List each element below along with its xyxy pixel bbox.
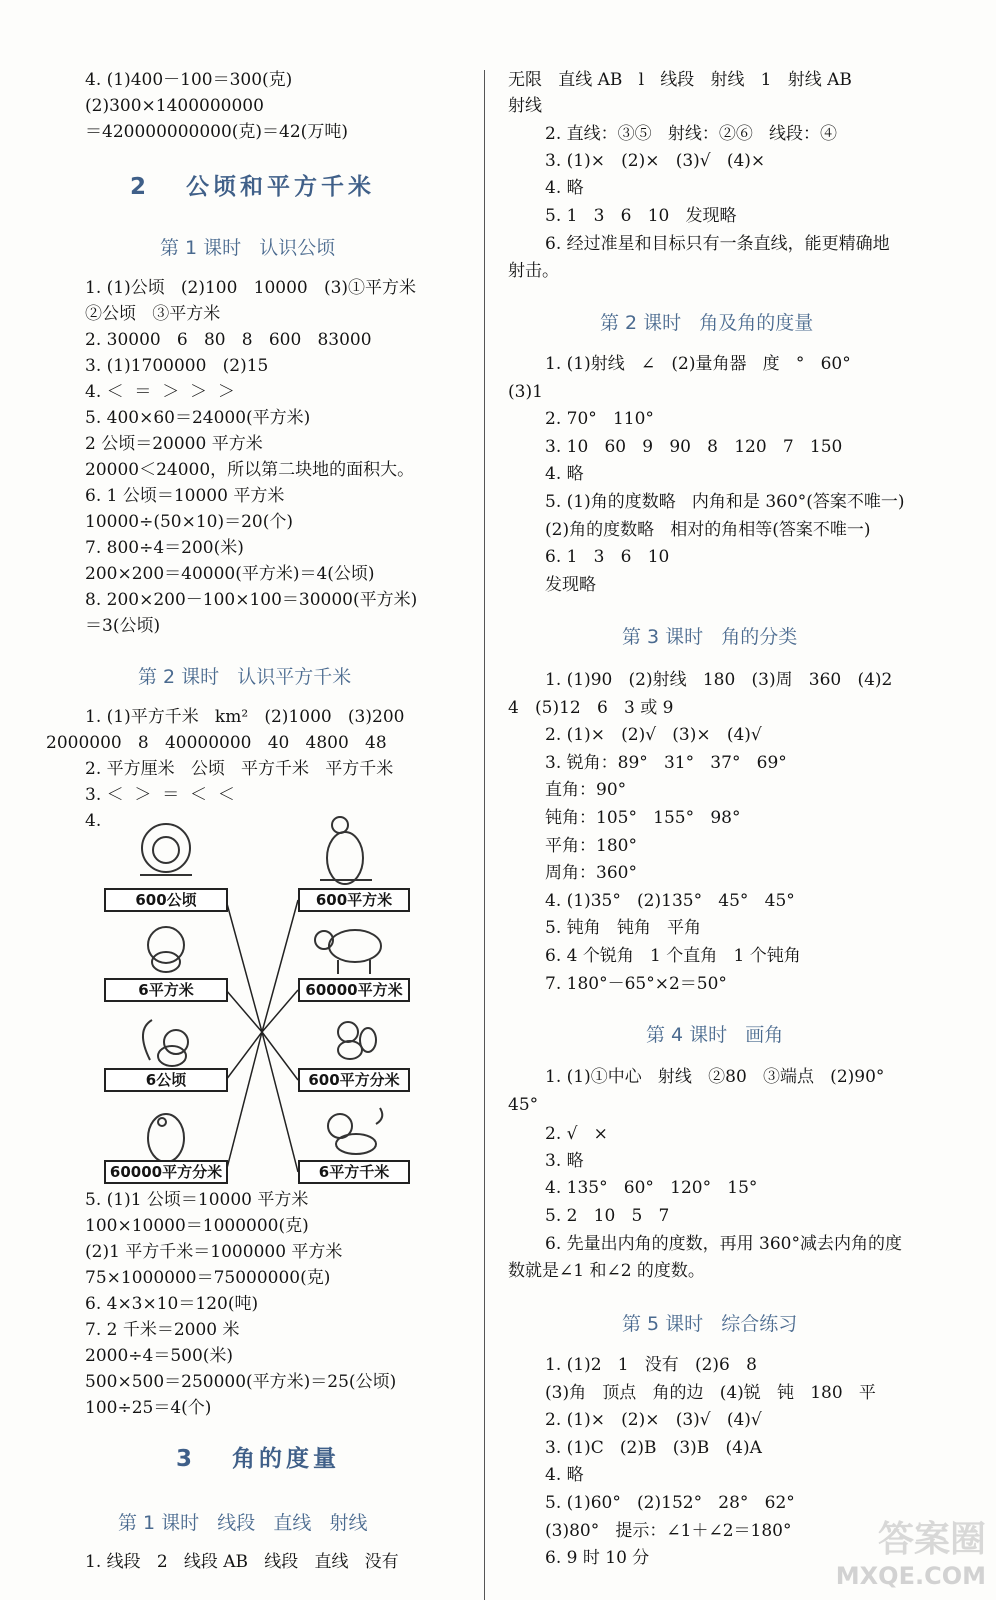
answer-line: 4. [85,811,102,831]
answer-line: (2)300×1400000000 [85,96,264,116]
answer-line: 100×10000＝1000000(克) [85,1216,309,1236]
watermark-bottom: MXQE.COM [835,1562,986,1590]
answer-line: 4. (1)400－100＝300(克) [85,70,293,90]
lesson-title: 第 4 课时 画角 [646,1024,784,1046]
answer-line: 7. 2 千米＝2000 米 [85,1320,240,1340]
answer-line: 2. (1)× (2)√ (3)× (4)√ [545,725,762,746]
answer-line: 1. (1)平方千米 km² (2)1000 (3)200 [85,707,405,727]
answer-line: ＝3(公顷) [85,616,161,636]
match-left-box: 6平方米 [104,978,228,1002]
answer-line: 钝角：105° 155° 98° [545,808,741,828]
lesson-title: 第 1 课时 线段 直线 射线 [118,1512,368,1534]
answer-line: 500×500＝250000(平方米)＝25(公顷) [85,1372,397,1392]
watermark-top: 答案圈 [877,1519,986,1560]
answer-line: 直角：90° [545,780,627,801]
answer-line: 6. 经过准星和目标只有一条直线，能更精确地 [545,234,890,254]
match-right-box: 6平方千米 [298,1160,410,1184]
answer-line: 1. (1)2 1 没有 (2)6 8 [545,1355,757,1375]
answer-line: 3. 10 60 9 90 8 120 7 150 [545,436,843,457]
answer-line: 周角：360° [545,863,637,884]
match-left-box: 60000平方分米 [104,1160,228,1184]
lesson-title: 第 2 课时 认识平方千米 [138,666,352,688]
answer-line: 20000＜24000，所以第二块地的面积大。 [85,460,415,480]
answer-line: 1. 线段 2 线段 AB 线段 直线 没有 [85,1552,399,1572]
answer-line: 3. (1)1700000 (2)15 [85,356,269,376]
dog-icon [328,1108,382,1154]
answer-line: 7. 180°－65°×2＝50° [545,973,727,994]
answer-line: 1. (1)射线 ∠ (2)量角器 度 ° 60° [545,354,851,374]
answer-line: 45° [508,1095,539,1115]
answer-line: 100÷25＝4(个) [85,1398,212,1418]
answer-line: 4. 略 [545,1465,584,1486]
answer-line: 10000÷(50×10)＝20(个) [85,512,293,532]
penguin-icon [148,1114,184,1162]
match-right-box: 600平方米 [298,888,410,912]
lion-icon [140,824,192,875]
answer-line: 5. (1)1 公顷＝10000 平方米 [85,1190,309,1210]
answer-line: ＝420000000000(克)＝42(万吨) [85,122,348,142]
answer-line: 6. 4 个锐角 1 个直角 1 个钝角 [545,946,801,966]
answer-line: 6. 先量出内角的度数，再用 360°减去内角的度 [545,1234,902,1254]
monkey-icon [148,927,184,972]
answer-line: (3)角 顶点 角的边 (4)锐 钝 180 平 [545,1382,876,1403]
match-left-box: 600公顷 [104,888,228,912]
answer-line: 3. (1)C (2)B (3)B (4)A [545,1437,762,1458]
match-right-box: 600平方分米 [298,1068,410,1092]
answer-line: 2. 30000 6 80 8 600 83000 [85,330,372,350]
answer-line: 3. 略 [545,1151,584,1171]
answer-line: (2)角的度数略 相对的角相等(答案不唯一) [545,519,871,540]
lesson-title: 第 2 课时 角及角的度量 [600,312,814,334]
answer-line: 5. 1 3 6 10 发现略 [545,206,737,226]
answer-line: 3. ＜ ＞ ＝ ＜ ＜ [85,785,235,805]
answer-line: 5. (1)角的度数略 内角和是 360°(答案不唯一) [545,492,905,512]
lesson-title: 第 3 课时 角的分类 [622,626,798,648]
answer-line: 4. 135° 60° 120° 15° [545,1178,758,1198]
answer-line: 射击。 [508,261,559,281]
answer-line: 1. (1)90 (2)射线 180 (3)周 360 (4)2 [545,670,893,690]
answer-line: (2)1 平方千米＝1000000 平方米 [85,1242,343,1262]
unit-title: 3 角的度量 [176,1446,341,1472]
lesson-title: 第 5 课时 综合练习 [622,1313,798,1335]
answer-line: 200×200＝40000(平方米)＝4(公顷) [85,564,375,584]
answer-line: 5. 2 10 5 7 [545,1206,670,1226]
squirrel-icon [143,1020,188,1066]
answer-line: 2000000 8 40000000 40 4800 48 [46,733,387,753]
answer-line: 3. (1)× (2)× (3)√ (4)× [545,151,766,171]
answer-line: 5. 400×60＝24000(平方米) [85,408,311,428]
answer-line: 4. 略 [545,464,584,485]
answer-line: (3)80° 提示：∠1＋∠2＝180° [545,1520,792,1541]
bee-icon [338,1022,376,1059]
answer-line: 5. 钝角 钝角 平角 [545,918,702,939]
answer-line: 发现略 [545,574,596,595]
answer-line: 无限 直线 AB l 线段 射线 1 射线 AB [508,70,852,90]
answer-line: 2. √ × [545,1124,608,1144]
answer-line: 6. 1 3 6 10 [545,547,670,568]
answer-line: 4. ＜ ＝ ＞ ＞ ＞ [85,382,235,402]
answer-line: 75×1000000＝75000000(克) [85,1268,331,1288]
match-right-box: 60000平方米 [298,978,410,1002]
kangaroo-icon [320,817,372,884]
answer-line: 7. 800÷4＝200(米) [85,538,244,558]
answer-line: 2. 70° 110° [545,409,654,430]
answer-line: 数就是∠1 和∠2 的度数。 [508,1261,705,1281]
answer-line: 2 公顷＝20000 平方米 [85,434,263,454]
answer-line: 1. (1)①中心 射线 ②80 ③端点 (2)90° [545,1067,885,1087]
answer-line: 3. 锐角：89° 31° 37° 69° [545,752,787,773]
cow-icon [315,930,381,974]
answer-line: 4. 略 [545,178,584,198]
match-left-box: 6公顷 [104,1068,228,1092]
answer-line: 2000÷4＝500(米) [85,1346,234,1366]
answer-line: 2. (1)× (2)× (3)√ (4)√ [545,1410,762,1431]
answer-line: 6. 9 时 10 分 [545,1548,650,1569]
answer-line: 8. 200×200－100×100＝30000(平方米) [85,590,418,610]
answer-line: 平角：180° [545,835,637,856]
answer-line: 4. (1)35° (2)135° 45° 45° [545,890,795,911]
answer-line: 5. (1)60° (2)152° 28° 62° [545,1493,795,1513]
answer-line: 4 (5)12 6 3 或 9 [508,697,674,718]
unit-title: 2 公顷和平方千米 [130,174,376,200]
answer-line: (3)1 [508,381,543,402]
watermark [836,1511,986,1590]
answer-line: 1. (1)公顷 (2)100 10000 (3)①平方米 [85,278,417,298]
answer-line: 6. 4×3×10＝120(吨) [85,1294,259,1314]
answer-line: 2. 平方厘米 公顷 平方千米 平方千米 [85,759,394,779]
answer-line: ②公顷 ③平方米 [85,304,221,324]
answer-line: 2. 直线：③⑤ 射线：②⑥ 线段：④ [545,124,838,144]
lesson-title: 第 1 课时 认识公顷 [160,237,336,259]
answer-line: 6. 1 公顷＝10000 平方米 [85,486,285,506]
answer-line: 射线 [508,96,542,116]
